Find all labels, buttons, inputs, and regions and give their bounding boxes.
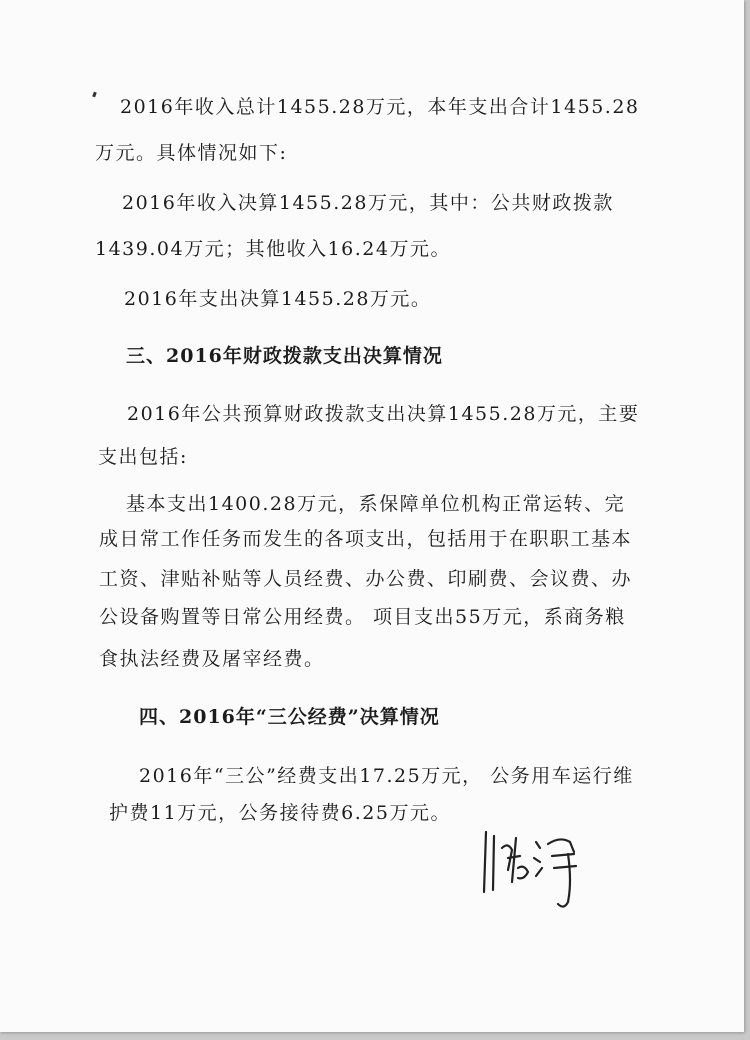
paragraph-line: 2016年公共预算财政拨款支出决算1455.28万元，主要 — [127, 403, 640, 425]
paragraph-line: 工资、津贴补贴等人员经费、办公费、印刷费、会议费、办 — [99, 568, 633, 590]
paragraph-line: 2016年收入决算1455.28万元，其中：公共财政拨款 — [122, 192, 614, 214]
paragraph-line: 支出包括: — [98, 446, 188, 468]
paragraph-line: 万元。具体情况如下: — [95, 142, 288, 164]
section-heading: 四、2016年“三公经费”决算情况 — [139, 706, 440, 728]
paragraph-line: 成日常工作任务而发生的各项支出，包括用于在职职工基本 — [99, 528, 633, 550]
ink-mark — [92, 92, 97, 98]
paragraph-line: 食执法经费及屠宰经费。 — [99, 648, 325, 670]
paragraph-line: 2016年“三公”经费支出17.25万元， 公务用车运行维 — [139, 765, 634, 787]
paragraph-line: 公设备购置等日常公用经费。 项目支出55万元，系商务粮 — [99, 606, 626, 628]
paragraph-line: 2016年收入总计1455.28万元，本年支出合计1455.28 — [120, 96, 640, 118]
handwritten-signature — [478, 818, 598, 918]
section-heading: 三、2016年财政拨款支出决算情况 — [126, 345, 443, 367]
paragraph-line: 基本支出1400.28万元，系保障单位机构正常运转、完 — [126, 493, 626, 515]
paragraph-line: 护费11万元，公务接待费6.25万元。 — [109, 802, 451, 824]
paragraph-line: 1439.04万元；其他收入16.24万元。 — [95, 238, 451, 260]
paragraph-line: 2016年支出决算1455.28万元。 — [124, 288, 432, 310]
